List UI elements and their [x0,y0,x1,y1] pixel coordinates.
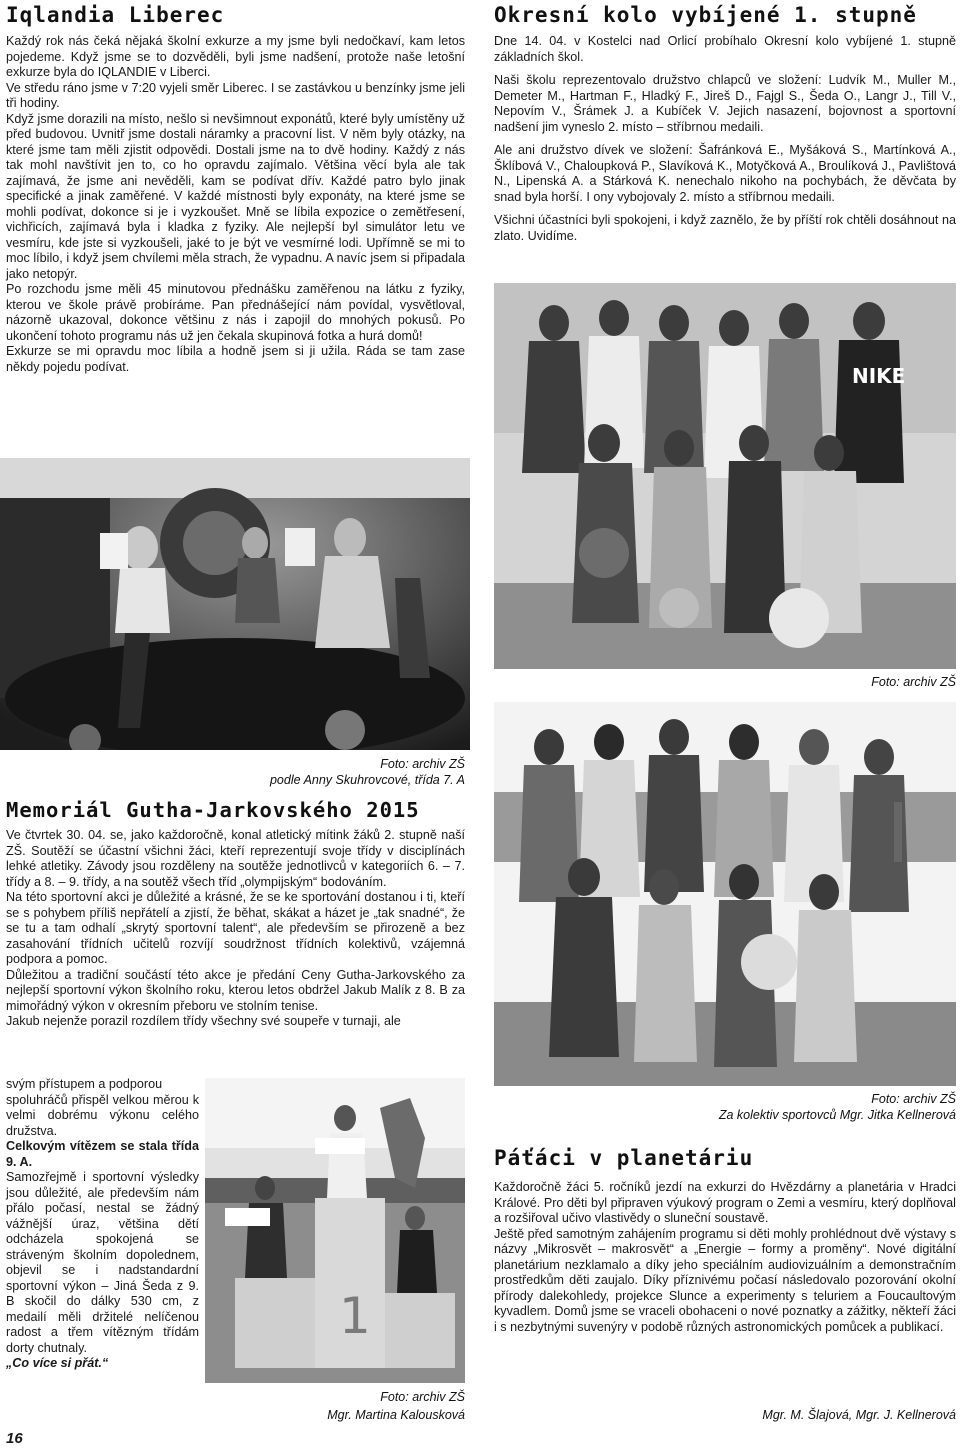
page-number: 16 [6,1430,23,1447]
iqlandia-paragraph: Když jsme dorazili na místo, nešlo si nevšimnout exponátů, které byly umístěny už před budovou. Uvnitř jsme dostali náramky a pracovní list. V něm byly otázky, na které jsme tam měli zjistit odpovědi. Dostali jsme na to dvě hodiny. Každý z nás tak mohl navštívit jen to, co ho opravdu zajímalo. Většina věcí byla ale tak zajímavá, že jsme ani nevěděli, kam se podívat dřív. Každé patro bylo jinak specifické a jinak zaměřené. V každé místnosti byly exponáty, na které jsme se mohli podívat, dokonce si je i vyzkoušet. Mně se líbila expozice o zemětřesení, vichřicích, zajímavá byla i kladka z fyziky. Ale nejlepší byl simulátor letu ve vesmíru, kde jste si vyzkoušeli, jaké to je být ve vesmírné lodi. Upřímně se mi to moc líbilo, i když jsem chvílemi měla strach, že vypadnu. A navíc jsem si připadala jako netopýr. [6,111,465,281]
boys-photo-credit: Foto: archiv ZŠ [871,675,956,689]
okresni-author: Za kolektiv sportovců Mgr. Jitka Kellnerová [718,1108,956,1122]
okresni-paragraph: Dne 14. 04. v Kostelci nad Orlicí probíhalo Okresní kolo vybíjené 1. stupně základních škol. [494,34,956,64]
okresni-paragraph: Všichni účastníci byli spokojeni, i když zaznělo, že by příští rok chtěli dosáhnout na zlato. Uvidíme. [494,213,956,243]
iqlandia-paragraph: Ve středu ráno jsme v 7:20 vyjeli směr Liberec. I se zastávkou u benzínky jsme jeli tři hodiny. [6,80,465,110]
memorial-text [6,828,465,1030]
planetarium-heading: Páťáci v planetáriu [494,1146,754,1170]
memorial-photo-credit: Foto: archiv ZŠ [380,1390,465,1404]
okresni-heading: Okresní kolo vybíjené 1. stupně [494,3,917,27]
planetarium-paragraph: Každoročně žáci 5. ročníků jezdí na exkurzi do Hvězdárny a planetária v Hradci Králové. Pro děti byl připraven výukový program o Zemi a vesmíru, který doplňoval a rozšiřoval učivo vlastivědy o sluneční soustavě. [494,1180,956,1225]
svg-text:NIKE: NIKE [852,364,906,388]
okresni-paragraph: Naši školu reprezentovalo družstvo chlapců ve složení: Ludvík M., Muller M., Demeter M., Hartman F., Hladký F., Jireš D., Fajgl S., Šeda O., Langr J., Till V., Nepovím V., Šrámek J. a Kubíček V. Jejich nasazení, bojovnost a sportovní nadšení jim vyneslo 2. místo – stříbrnou medaili. [494,73,956,134]
boys-team-photo [494,283,956,669]
planetarium-author: Mgr. M. Šlajová, Mgr. J. Kellnerová [762,1408,956,1422]
memorial-paragraph: Na této sportovní akci je důležité a krásné, že se ke sportování dostanou i ti, kteří se s pohybem příliš nepřátelí a zjistí, že běhat, skákat a házet je „tak snadné“, že se tu a tam odhalí „skrytý sportovní talent“, ale především se přirozeně a bez zasahování třídních učitelů rozvíjí soudržnost třídních kolektivů, vzájemná podpora a pomoc. [6,890,465,966]
iqlandia-text [6,34,465,375]
memorial-line: svým přístupem a podporou [6,1077,163,1091]
iqlandia-paragraph: Každý rok nás čeká nějaká školní exkurze a my jsme byli nedočkaví, kam letos pojedeme. Když jsme se to dozvěděli, byli jsme nadšení, protože naše letošní exkurze byla do IQLANDIE v Liberci. [6,34,465,79]
girls-photo-credit: Foto: archiv ZŠ [871,1092,956,1106]
memorial-line: spoluhráčů přispěl velkou měrou k velmi dobrému výkonu celého družstva. [6,1092,199,1138]
memorial-photo [205,1078,465,1383]
iqlandia-photo-credit: Foto: archiv ZŠ [380,757,465,771]
iqlandia-photo [0,458,470,750]
iqlandia-paragraph: Exkurze se mi opravdu moc líbila a hodně jsem si ji užila. Ráda se tam zase někdy pojedu podívat. [6,344,465,374]
planetarium-paragraph: Ještě před samotným zahájením programu si děti mohly prohlédnout dvě výstavy s názvy „Mikrosvět – makrosvět“ a „Energie – formy a proměny“. Nové digitální planetárium nezklamalo a díky jeho speciálním audiovizuálním a demonstračním prostředkům děti zaujalo. Díky příznivému počasí následovalo pozorování okolní přírody dalekohledy, projekce Slunce a experimenty s teluriem a Foucaultovým kyvadlem. Domů jsme se vraceli obohaceni o nové poznatky a zážitky, někteří žáci i s nezbytnými suvenýry v podobě různých astronomických pomůcek a publikací. [494,1226,956,1334]
memorial-paragraph: Důležitou a tradiční součástí této akce je předání Ceny Gutha-Jarkovského za nejlepší sportovní výkon školního roku, kterou letos obdržel Jakub Malík z 8. B za mimořádný výkon v okresním přeboru ve stolním tenise. [6,967,465,1013]
memorial-winner: Celkovým vítězem se stala třída 9. A. [6,1139,199,1169]
memorial-paragraph: Jakub nejenže porazil rozdílem třídy všechny své soupeře v turnaji, ale [6,1014,401,1028]
svg-text:1: 1 [339,1287,371,1345]
okresni-text [494,34,956,244]
planetarium-text [494,1180,956,1335]
okresni-paragraph: Ale ani družstvo dívek ve složení: Šafránková E., Myšáková S., Martínková A., Šklíbová V., Chaloupková P., Slavíková K., Motyčková A., Broulíková J., Pavlištová N., Lipenská A. a Stárková K. nenechalo nikoho na pochybách, že děvčata by snad byla horší. I ony vybojovaly 2. místo a stříbrnou medaili. [494,143,956,204]
iqlandia-paragraph: Po rozchodu jsme měli 45 minutovou přednášku zaměřenou na látku z fyziky, kterou ve škole právě probíráme. Pan přednášející nám povídal, vysvětloval, názorně ukazoval, dokonce většinu z nás i zapojil do mnohých pokusů. Po ukončení tohoto programu nás už jen čekala skupinová fotka a hurá domů! [6,282,465,343]
iqlandia-author: podle Anny Skuhrovcové, třída 7. A [269,773,465,787]
memorial-wrap-text [6,1077,199,1372]
memorial-paragraph: Ve čtvrtek 30. 04. se, jako každoročně, konal atletický mítink žáků 2. stupně naší ZŠ. Soutěží se účastní všichni žáci, kteří reprezentují svoje třídy v disciplínách lehké atletiky. Závody jsou rozděleny na soutěže jednotlivců v kategoriích 6. – 7. třídy a 8. – 9. třídy, a na soutěž všech tříd „olympijským“ bodováním. [6,828,465,889]
memorial-heading: Memoriál Gutha-Jarkovského 2015 [6,798,420,822]
girls-team-photo [494,702,956,1086]
memorial-closing: Samozřejmě i sportovní výsledky jsou důležité, ale především nám přálo počasí, nestal se žádný vážnější úraz, většina dětí odcházela spokojená se stráveným školním dopolednem, objevil se i nadstandardní sportovní výkon – Jiná Šeda z 9. B skočil do dálky 530 cm, z medailí měli držitelé nelíčenou radost a třem vítězným třídám dorty chutnaly. [6,1170,199,1355]
memorial-author: Mgr. Martina Kalousková [327,1408,465,1422]
memorial-motto: „Co více si přát.“ [6,1356,109,1370]
iqlandia-heading: Iqlandia Liberec [6,3,225,27]
